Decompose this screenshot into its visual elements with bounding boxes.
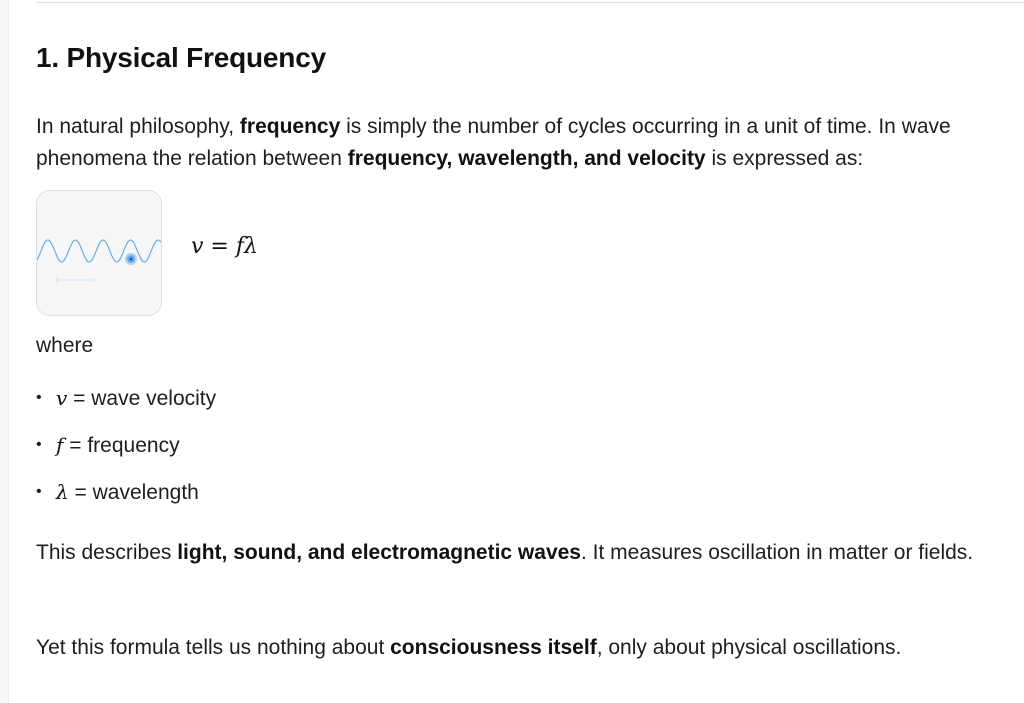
section-title: 1. Physical Frequency: [36, 42, 326, 73]
definition-list: [36, 380, 216, 521]
definition-text: = wavelength: [68, 481, 199, 504]
formula-row: [36, 190, 436, 316]
definition-text: = wave velocity: [67, 387, 217, 410]
bullet-icon: •: [36, 436, 42, 453]
definition-symbol: λ: [56, 480, 69, 504]
bullet-icon: •: [36, 483, 42, 500]
conclusion-text-1: Yet this formula tells us nothing about: [36, 636, 391, 659]
conclusion-bold-consciousness: consciousness itself: [390, 636, 597, 659]
formula-equals: =: [203, 234, 236, 259]
definition-text: = frequency: [63, 434, 180, 457]
left-gutter: [0, 0, 9, 703]
definition-symbol: f: [56, 433, 64, 457]
list-item: [36, 427, 216, 474]
list-item: [36, 380, 216, 427]
intro-bold-frequency: frequency: [239, 115, 341, 138]
bullet-icon: •: [36, 389, 42, 406]
intro-text-2: is simply the number of cycles occurring in a unit of time. In wave phenomena the relation between: [36, 115, 951, 170]
formula-lhs: v: [191, 234, 204, 259]
intro-bold-relation: frequency, wavelength, and velocity: [347, 147, 706, 170]
wave-animation-icon: [37, 191, 161, 315]
description-text-2: . It measures oscillation in matter or fields.: [580, 541, 974, 564]
wave-thumbnail[interactable]: [36, 190, 162, 316]
formula-rhs: fλ: [235, 234, 258, 259]
description-bold-waves: light, sound, and electromagnetic waves: [177, 541, 581, 564]
top-divider: [36, 2, 1024, 3]
description-paragraph: [36, 537, 1011, 569]
conclusion-text-2: , only about physical oscillations.: [596, 636, 902, 659]
where-label: where: [36, 334, 94, 357]
conclusion-paragraph: [36, 632, 1011, 664]
intro-paragraph: [36, 111, 1011, 175]
definition-symbol: v: [56, 386, 68, 410]
description-text-1: This describes: [36, 541, 178, 564]
list-item: [36, 474, 216, 521]
intro-text-1: In natural philosophy,: [36, 115, 240, 138]
intro-text-3: is expressed as:: [705, 147, 864, 170]
wave-formula: [191, 234, 258, 259]
